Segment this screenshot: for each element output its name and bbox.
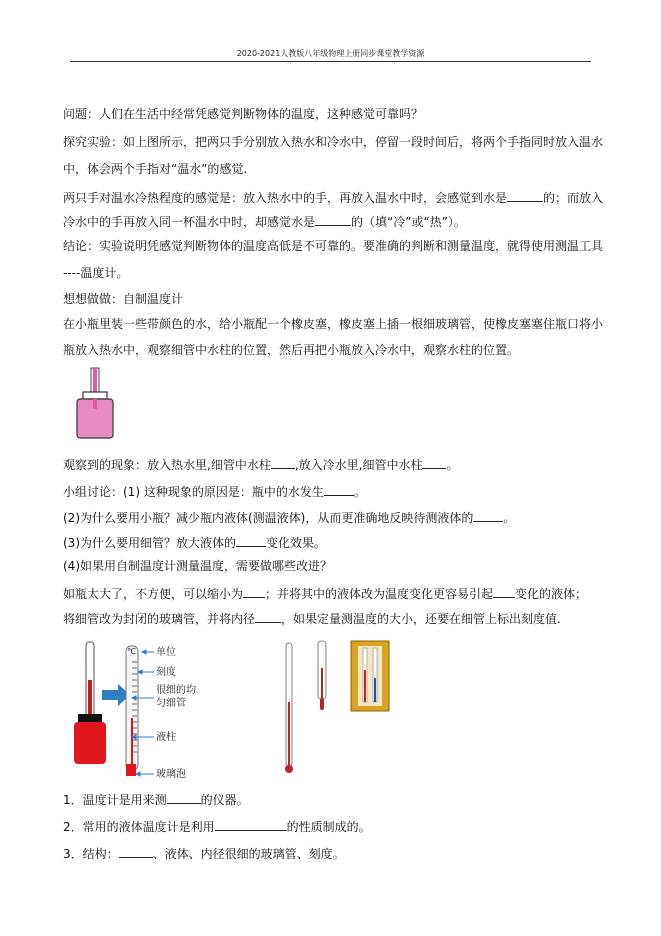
summary-line-2: 2．常用的液体温度计是利用 的性质制成的。 <box>63 820 371 834</box>
discussion-line-4: (4)如果用自制温度计测量温度，需要做哪些改进？ <box>63 559 332 573</box>
tube-label-1: 很细的均 <box>156 685 196 696</box>
answer-blank[interactable] <box>243 585 265 598</box>
answer-blank[interactable] <box>493 585 515 598</box>
try-line-2: 瓶放入热水中，观察细管中水柱的位置，然后再把小瓶放入冷水中，观察水柱的位置。 <box>63 343 520 357</box>
conclusion-line-2: ----温度计。 <box>63 266 129 280</box>
tube-label-2: 匀细管 <box>156 698 186 709</box>
try-line-1: 在小瓶里装一些带颜色的水，给小瓶配一个橡皮塞，橡皮塞上插一根细玻璃管，使橡皮塞塞住瓶口将小 <box>63 317 604 331</box>
celsius-label: ℃ <box>127 647 136 656</box>
feeling-line-1: 两只手对温水冷热程度的感觉是：放入热水中的手，再放入温水中时，会感觉到水是 的；而放入 <box>63 191 604 205</box>
lab-thermometer-figure <box>280 642 298 778</box>
header-rule <box>70 61 591 62</box>
try-heading: 想想做做：自制温度计 <box>63 292 184 306</box>
summary-line-1: 1．温度计是用来测 的仪器。 <box>63 793 249 807</box>
homemade-thermometer-figure <box>75 366 115 440</box>
answer-blank[interactable] <box>271 456 295 469</box>
unit-label: 单位 <box>156 647 176 658</box>
answer-blank[interactable] <box>215 818 287 831</box>
clinical-thermometer-figure <box>315 640 329 714</box>
summary-line-3: 3．结构： 、液体、内径很细的玻璃管、刻度。 <box>63 847 345 861</box>
experiment-line-1: 探究实验：如上图所示，把两只手分别放入热水和冷水中，停留一段时间后，将两个手指同时放入温水 <box>63 135 604 149</box>
answer-blank[interactable] <box>236 534 266 547</box>
liquid-label: 液柱 <box>156 732 176 743</box>
experiment-line-2: 中，体会两个手指对“温水”的感觉. <box>63 162 248 176</box>
feeling-line-2: 冷水中的手再放入同一杯温水中时，却感觉水是 的（填“冷”或“热”）。 <box>63 215 466 229</box>
answer-blank[interactable] <box>119 845 153 858</box>
question-line: 问题：人们在生活中经常凭感觉判断物体的温度，这种感觉可靠吗？ <box>63 107 424 121</box>
improvement-line-2: 将细管改为封闭的玻璃管，并将内径 ，如果定量测温度的大小，还要在细管上标出刻度值. <box>63 612 561 626</box>
answer-blank[interactable] <box>422 456 446 469</box>
scale-label: 刻度 <box>156 667 176 678</box>
discussion-line-1: 小组讨论：(1) 这种现象的原因是：瓶中的水发生 。 <box>63 485 366 499</box>
bulb-label: 玻璃泡 <box>156 769 186 780</box>
improvement-line-1: 如瓶太大了，不方便，可以缩小为 ；并将其中的液体改为温度变化更容易引起 变化的液体； <box>63 587 588 601</box>
answer-blank[interactable] <box>507 189 543 202</box>
answer-blank[interactable] <box>255 610 281 623</box>
answer-blank[interactable] <box>473 509 503 522</box>
labeled-thermometer-diagram <box>118 640 228 780</box>
page-header: 2020-2021人教版八年级物理上册同步课堂教学资源 <box>236 49 425 58</box>
answer-blank[interactable] <box>315 213 351 226</box>
wall-thermometer-figure <box>350 640 390 714</box>
conclusion-line-1: 结论：实验说明凭感觉判断物体的温度高低是不可靠的。要准确的判断和测量温度，就得使用测温工具 <box>63 239 604 253</box>
answer-blank[interactable] <box>167 791 201 804</box>
discussion-line-2: (2)为什么要用小瓶？减少瓶内液体(测温液体)，从而更准确地反映待测液体的 。 <box>63 511 516 525</box>
observation-line: 观察到的现象：放入热水里,细管中水柱 ,放入冷水里,细管中水柱 。 <box>63 458 459 472</box>
answer-blank[interactable] <box>324 483 354 496</box>
discussion-line-3: (3)为什么要用细管？放大液体的 变化效果。 <box>63 536 327 550</box>
